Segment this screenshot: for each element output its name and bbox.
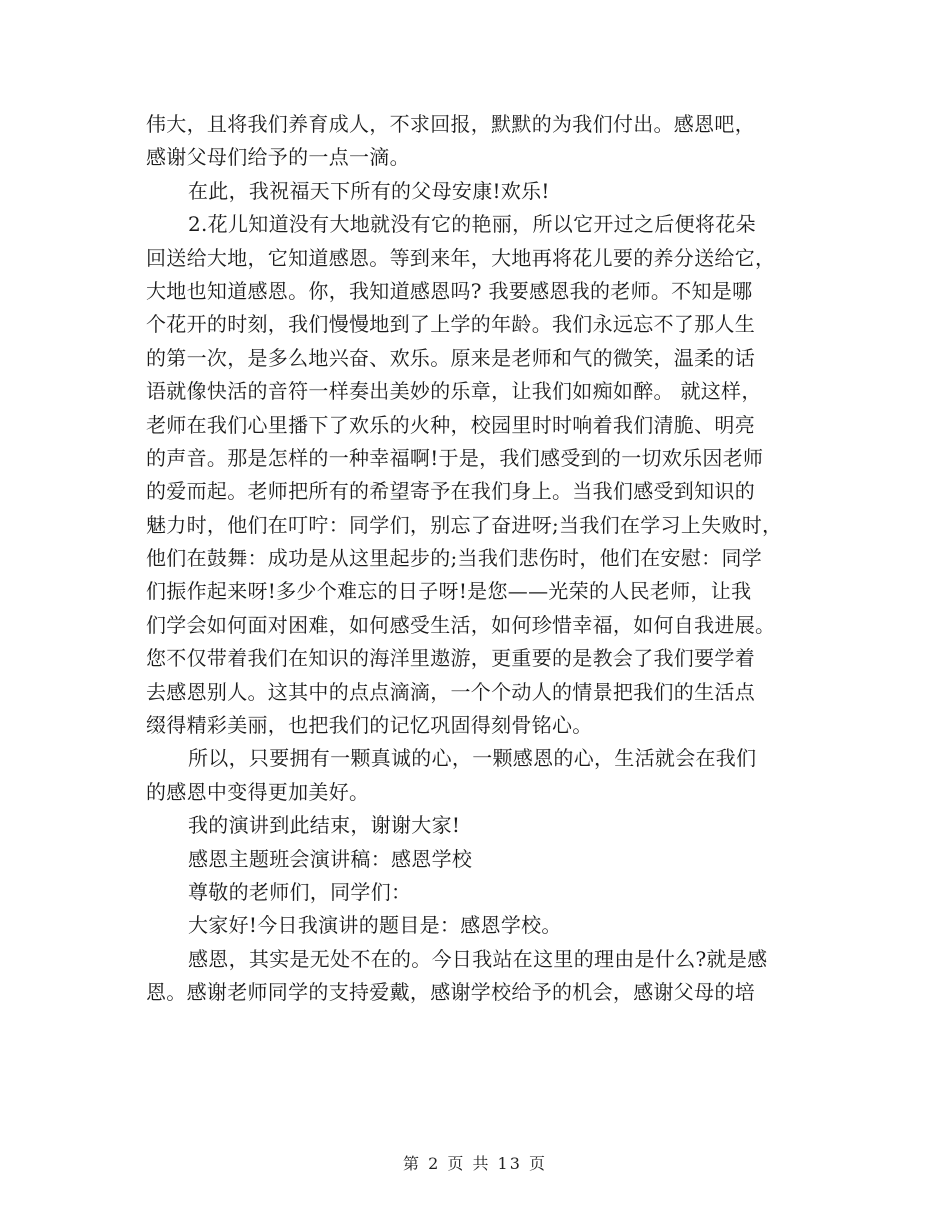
text-line: 的第一次，是多么地兴奋、欢乐。原来是老师和气的微笑，温柔的话 [146,345,755,370]
page-footer: 第 2 页 共 13 页 [403,1154,547,1173]
text-line: 的感恩中变得更加美好。 [146,779,370,804]
text-line: 去感恩别人。这其中的点点滴滴，一个个动人的情景把我们的生活点 [146,679,755,704]
text-line: 们学会如何面对困难，如何感受生活，如何珍惜幸福，如何自我进展。 [146,612,776,637]
text-line: 感恩，其实是无处不在的。今日我站在这里的理由是什么?就是感 [188,946,768,971]
text-line: 的爱而起。老师把所有的希望寄予在我们身上。当我们感受到知识的 [146,479,755,504]
text-line: 您不仅带着我们在知识的海洋里遨游，更重要的是教会了我们要学着 [146,646,755,671]
text-line: 的声音。那是怎样的一种幸福啊!于是，我们感受到的一切欢乐因老师 [146,445,764,470]
text-line: 恩。感谢老师同学的支持爱戴，感谢学校给予的机会，感谢父母的培 [146,980,755,1005]
text-line: 们振作起来呀!多少个难忘的日子呀!是您——光荣的人民老师，让我 [146,579,752,604]
text-line: 魅力时，他们在叮咛：同学们，别忘了奋进呀;当我们在学习上失败时， [146,512,783,537]
text-line: 回送给大地，它知道感恩。等到来年，大地再将花儿要的养分送给它， [146,245,776,270]
text-line: 感谢父母们给予的一点一滴。 [146,145,410,170]
text-line: 在此，我祝福天下所有的父母安康!欢乐! [188,178,550,203]
text-line: 缀得精彩美丽，也把我们的记忆巩固得刻骨铭心。 [146,713,593,738]
text-line: 老师在我们心里播下了欢乐的火种，校园里时时响着我们清脆、明亮 [146,412,755,437]
document-body [146,108,816,1010]
text-line: 2.花儿知道没有大地就没有它的艳丽，所以它开过之后便将花朵 [188,212,756,237]
text-line: 个花开的时刻，我们慢慢地到了上学的年龄。我们永远忘不了那人生 [146,312,755,337]
text-line: 大家好!今日我演讲的题目是：感恩学校。 [188,913,562,938]
text-line: 我的演讲到此结束，谢谢大家! [188,813,461,838]
text-line: 语就像快活的音符一样奏出美妙的乐章，让我们如痴如醉。 就这样， [146,379,762,404]
text-line: 感恩主题班会演讲稿：感恩学校 [188,846,473,871]
text-line: 伟大，且将我们养育成人，不求回报，默默的为我们付出。感恩吧， [146,112,755,136]
text-line: 所以，只要拥有一颗真诚的心，一颗感恩的心，生活就会在我们 [188,746,757,771]
text-line: 尊敬的老师们，同学们： [188,879,412,904]
text-line: 大地也知道感恩。你，我知道感恩吗? 我要感恩我的老师。不知是哪 [146,278,753,303]
text-line: 他们在鼓舞：成功是从这里起步的;当我们悲伤时，他们在安慰：同学 [146,546,763,571]
